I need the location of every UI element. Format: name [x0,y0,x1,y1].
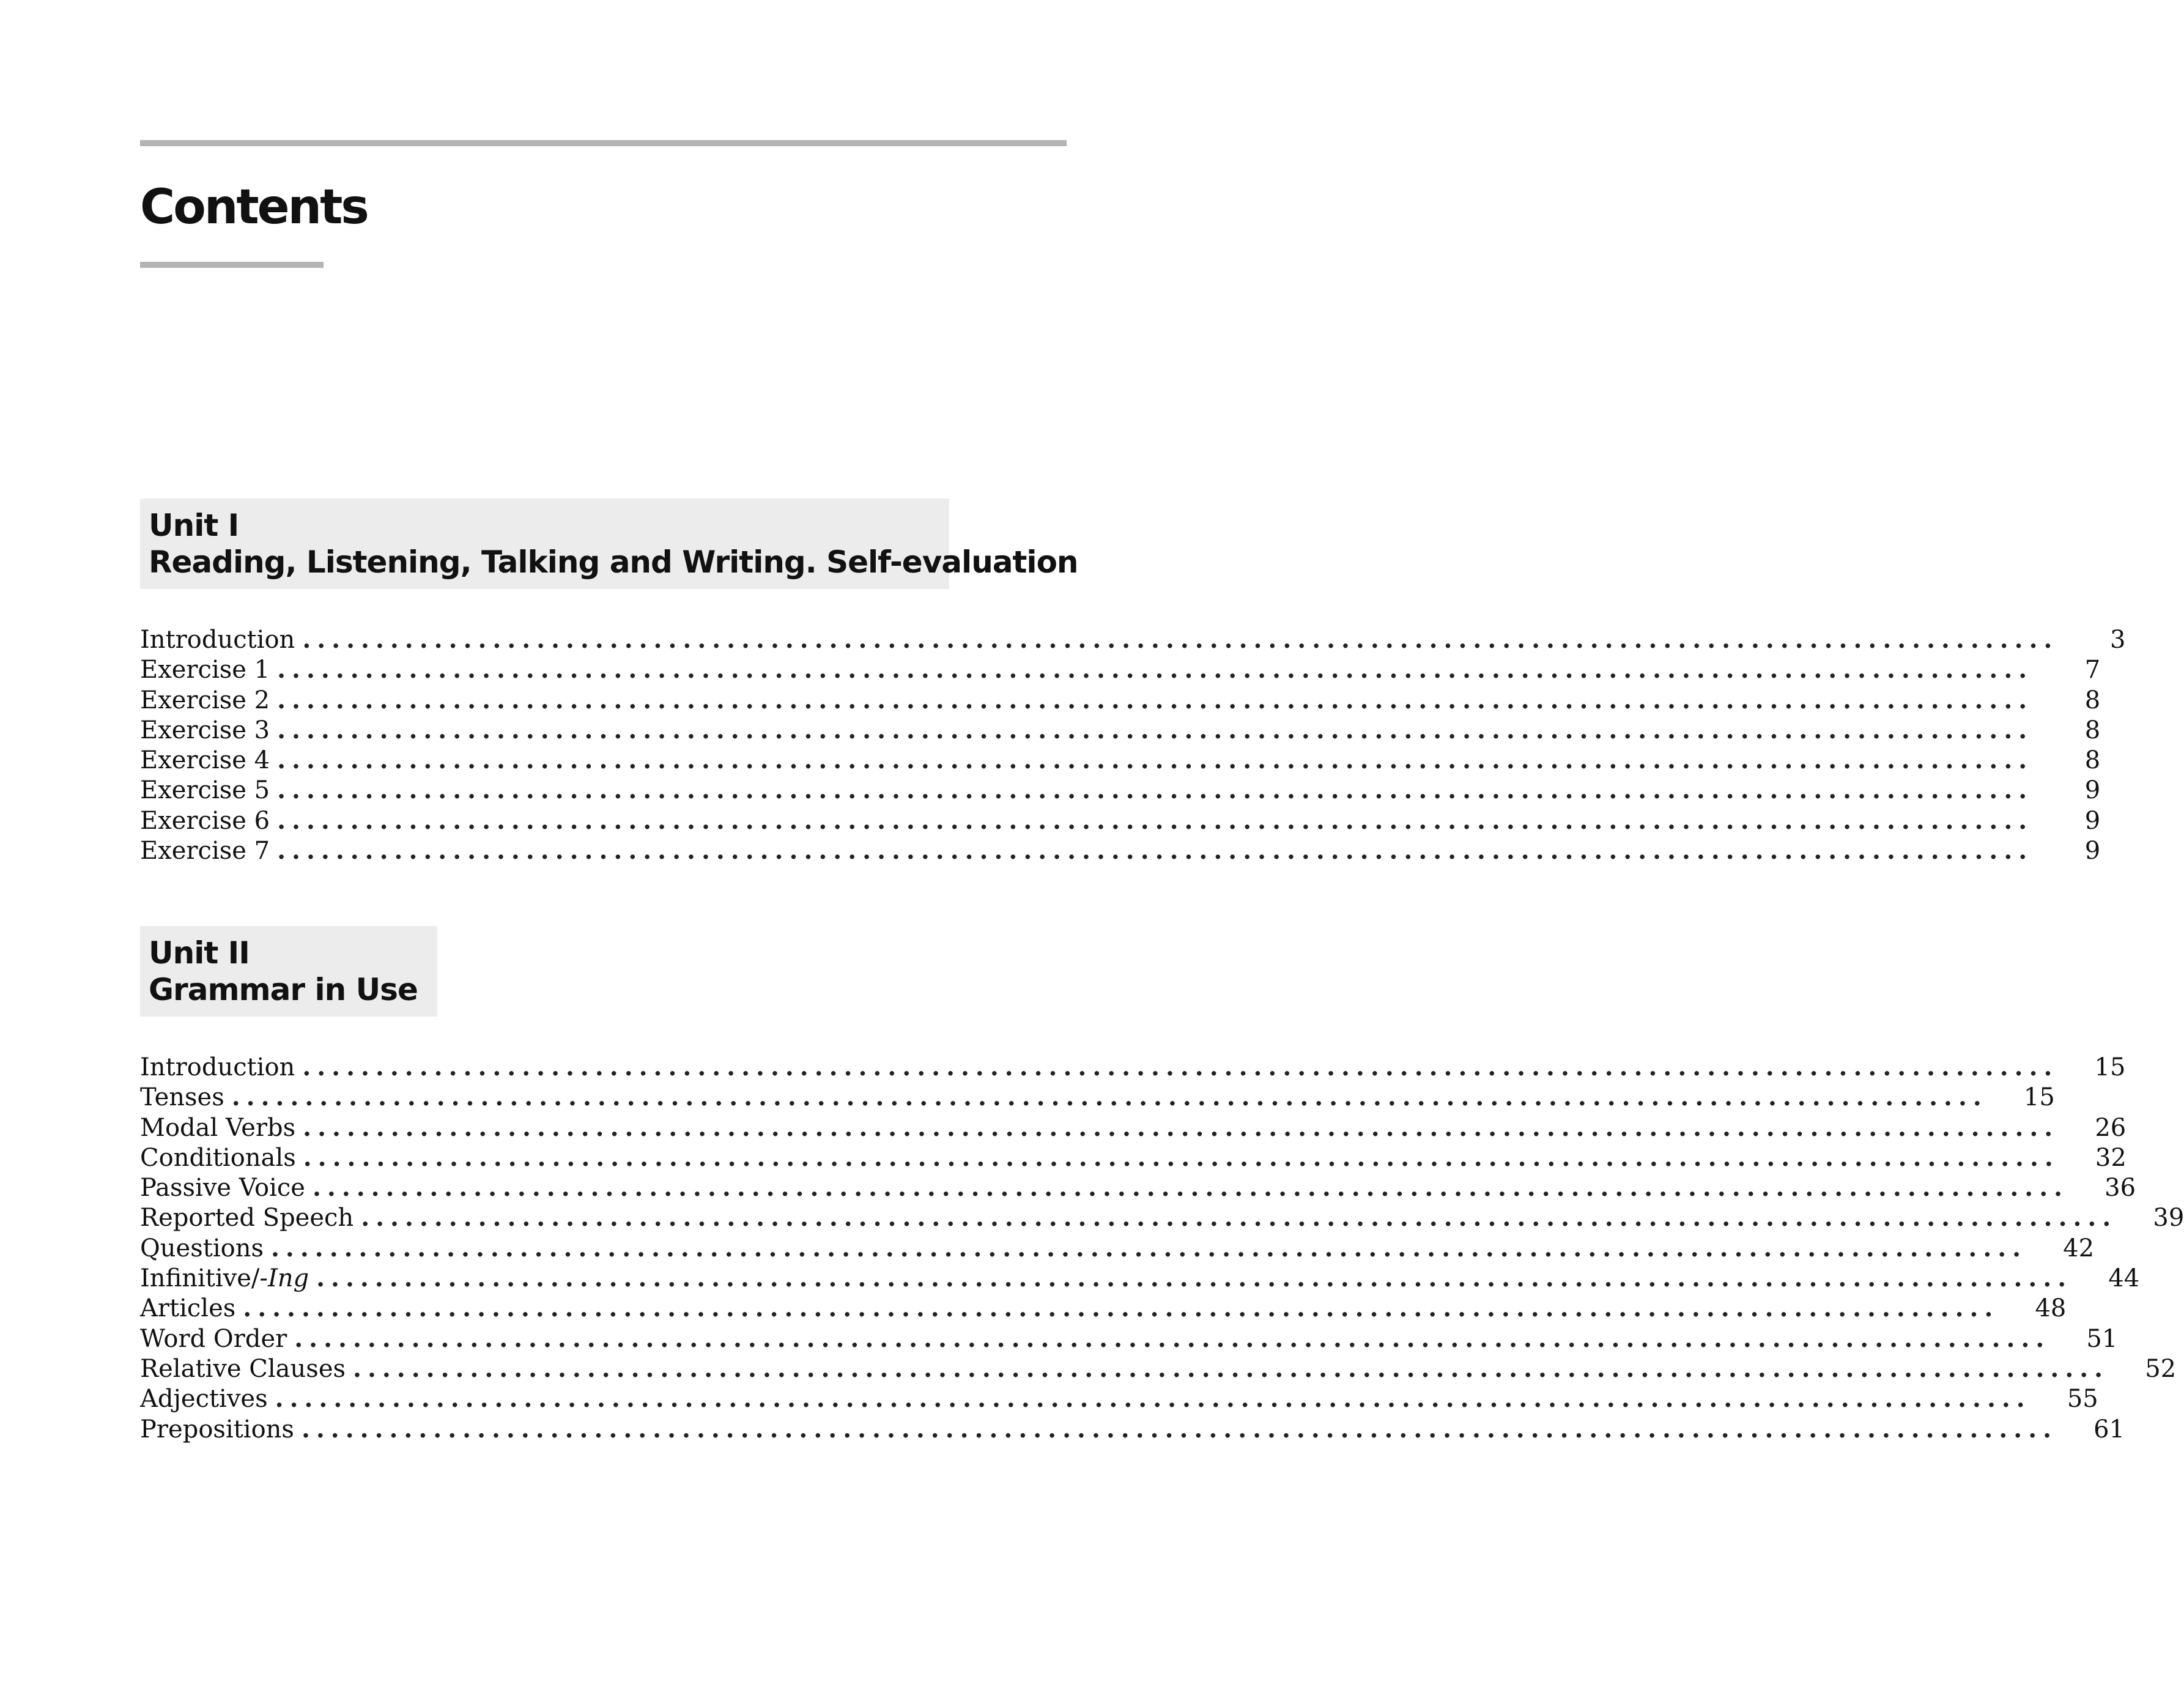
toc-entry[interactable] [140,1143,2127,1173]
toc-entry-title: Reported Speech [140,1204,354,1233]
toc-entry[interactable] [140,775,2101,805]
toc-entry[interactable] [140,836,2101,866]
toc-entry-title: Exercise 1 [140,656,270,684]
toc-entry-page: 51 [2086,1324,2118,1353]
unit-header-1 [140,499,1078,589]
toc-entry-page: 15 [2023,1083,2055,1112]
toc-dot-leader: ........................................................................................................................ [277,776,2034,805]
toc-entry-title: Conditionals [140,1143,296,1172]
toc-entry-page: 39 [2153,1204,2184,1233]
toc-entry-title: Word Order [140,1324,287,1353]
toc-entry[interactable] [140,1203,2184,1233]
toc-entry[interactable] [140,715,2101,745]
toc-dot-leader: ........................................................................................................................ [353,1354,2109,1383]
toc-dot-leader: ........................................................................................................................ [301,1414,2058,1444]
toc-entry[interactable] [140,806,2101,836]
toc-entry-title: Passive Voice [140,1174,305,1203]
toc-entry-page: 44 [2108,1264,2140,1293]
toc-entry-title: Introduction [140,626,295,654]
toc-entry-title: Articles [140,1294,236,1323]
toc-entry[interactable] [140,1082,2055,1112]
toc-entry[interactable] [140,745,2101,775]
toc-entry-title: Exercise 2 [140,686,270,714]
toc-list-unit-2 [140,1052,2184,1444]
toc-entry-page: 8 [2084,746,2101,775]
toc-dot-leader: ........................................................................................................................ [303,1113,2059,1142]
toc-entry-title: Tenses [140,1083,224,1112]
toc-dot-leader: ........................................................................................................................ [271,1233,2027,1262]
toc-dot-leader: ........................................................................................................................ [312,1173,2069,1203]
toc-dot-leader: ........................................................................................................................ [277,836,2034,866]
toc-entry-page: 26 [2095,1113,2127,1142]
toc-dot-leader: ........................................................................................................................ [294,1324,2051,1353]
toc-entry-page: 9 [2084,806,2101,835]
toc-dot-leader: ........................................................................................................................ [302,1053,2059,1081]
toc-entry[interactable] [140,1293,2067,1323]
toc-entry-page: 9 [2084,837,2101,866]
toc-dot-leader: ........................................................................................................................ [277,655,2034,684]
toc-dot-leader: ........................................................................................................................ [277,746,2034,775]
page-title: Contents [140,180,368,235]
toc-entry[interactable] [140,1233,2095,1263]
toc-dot-leader: ........................................................................................................................ [316,1264,2073,1293]
toc-dot-leader: ........................................................................................................................ [231,1083,1988,1112]
toc-entry[interactable] [140,654,2101,684]
toc-entry-page: 15 [2094,1053,2126,1081]
toc-dot-leader: ........................................................................................................................ [275,1384,2031,1414]
toc-entry[interactable] [140,625,2126,654]
toc-dot-leader: ........................................................................................................................ [277,806,2034,835]
toc-entry[interactable] [140,1354,2177,1384]
toc-entry[interactable] [140,1052,2126,1082]
toc-entry-title: Adjectives [140,1385,268,1414]
toc-entry-title: Exercise 6 [140,806,270,835]
unit-header-2 [140,926,437,1017]
unit-title: Reading, Listening, Talking and Writing. Self-evaluation [149,544,1078,580]
toc-entry-title-italic: -Ing [259,1264,309,1293]
top-rule [140,140,1067,146]
toc-dot-leader: ........................................................................................................................ [243,1294,1999,1323]
title-underline [140,262,324,268]
toc-list-unit-1 [140,625,2126,866]
toc-entry-page: 32 [2095,1143,2127,1172]
toc-entry-page: 3 [2109,626,2126,654]
toc-entry-title: Questions [140,1234,264,1262]
toc-entry-page: 42 [2063,1234,2095,1262]
toc-entry-title: Relative Clauses [140,1354,346,1383]
toc-entry-title: Modal Verbs [140,1113,296,1142]
toc-entry[interactable] [140,1384,2098,1414]
toc-entry-page: 9 [2084,776,2101,805]
toc-entry-page: 48 [2035,1294,2067,1323]
toc-entry-page: 61 [2093,1415,2125,1444]
toc-entry[interactable] [140,1113,2127,1143]
toc-dot-leader: ........................................................................................................................ [303,1143,2059,1172]
toc-entry-page: 8 [2084,686,2101,714]
unit-label: Unit II [149,935,250,971]
toc-dot-leader: ........................................................................................................................ [277,685,2034,714]
toc-entry-page: 7 [2084,656,2101,684]
toc-entry-title: Prepositions [140,1415,294,1444]
toc-entry-title: Exercise 5 [140,776,270,805]
unit-title: Grammar in Use [149,972,418,1007]
toc-entry[interactable] [140,1324,2118,1354]
toc-entry[interactable] [140,685,2101,715]
toc-entry-title: Introduction [140,1053,295,1081]
toc-entry-page: 55 [2067,1385,2098,1414]
unit-label: Unit I [149,508,239,543]
toc-entry-page: 36 [2104,1174,2136,1203]
toc-entry[interactable] [140,1263,2140,1293]
toc-entry-page: 8 [2084,716,2101,744]
toc-dot-leader: ........................................................................................................................ [302,625,2059,654]
toc-dot-leader: ........................................................................................................................ [277,715,2034,744]
toc-entry-title: Exercise 7 [140,837,270,866]
toc-entry-title: Exercise 4 [140,746,270,775]
toc-dot-leader: ........................................................................................................................ [361,1203,2117,1233]
toc-entry-title: Infinitive/-Ing [140,1264,309,1293]
toc-entry[interactable] [140,1414,2125,1444]
toc-entry[interactable] [140,1173,2136,1203]
toc-entry-title: Exercise 3 [140,716,270,744]
toc-entry-page: 52 [2145,1354,2177,1383]
